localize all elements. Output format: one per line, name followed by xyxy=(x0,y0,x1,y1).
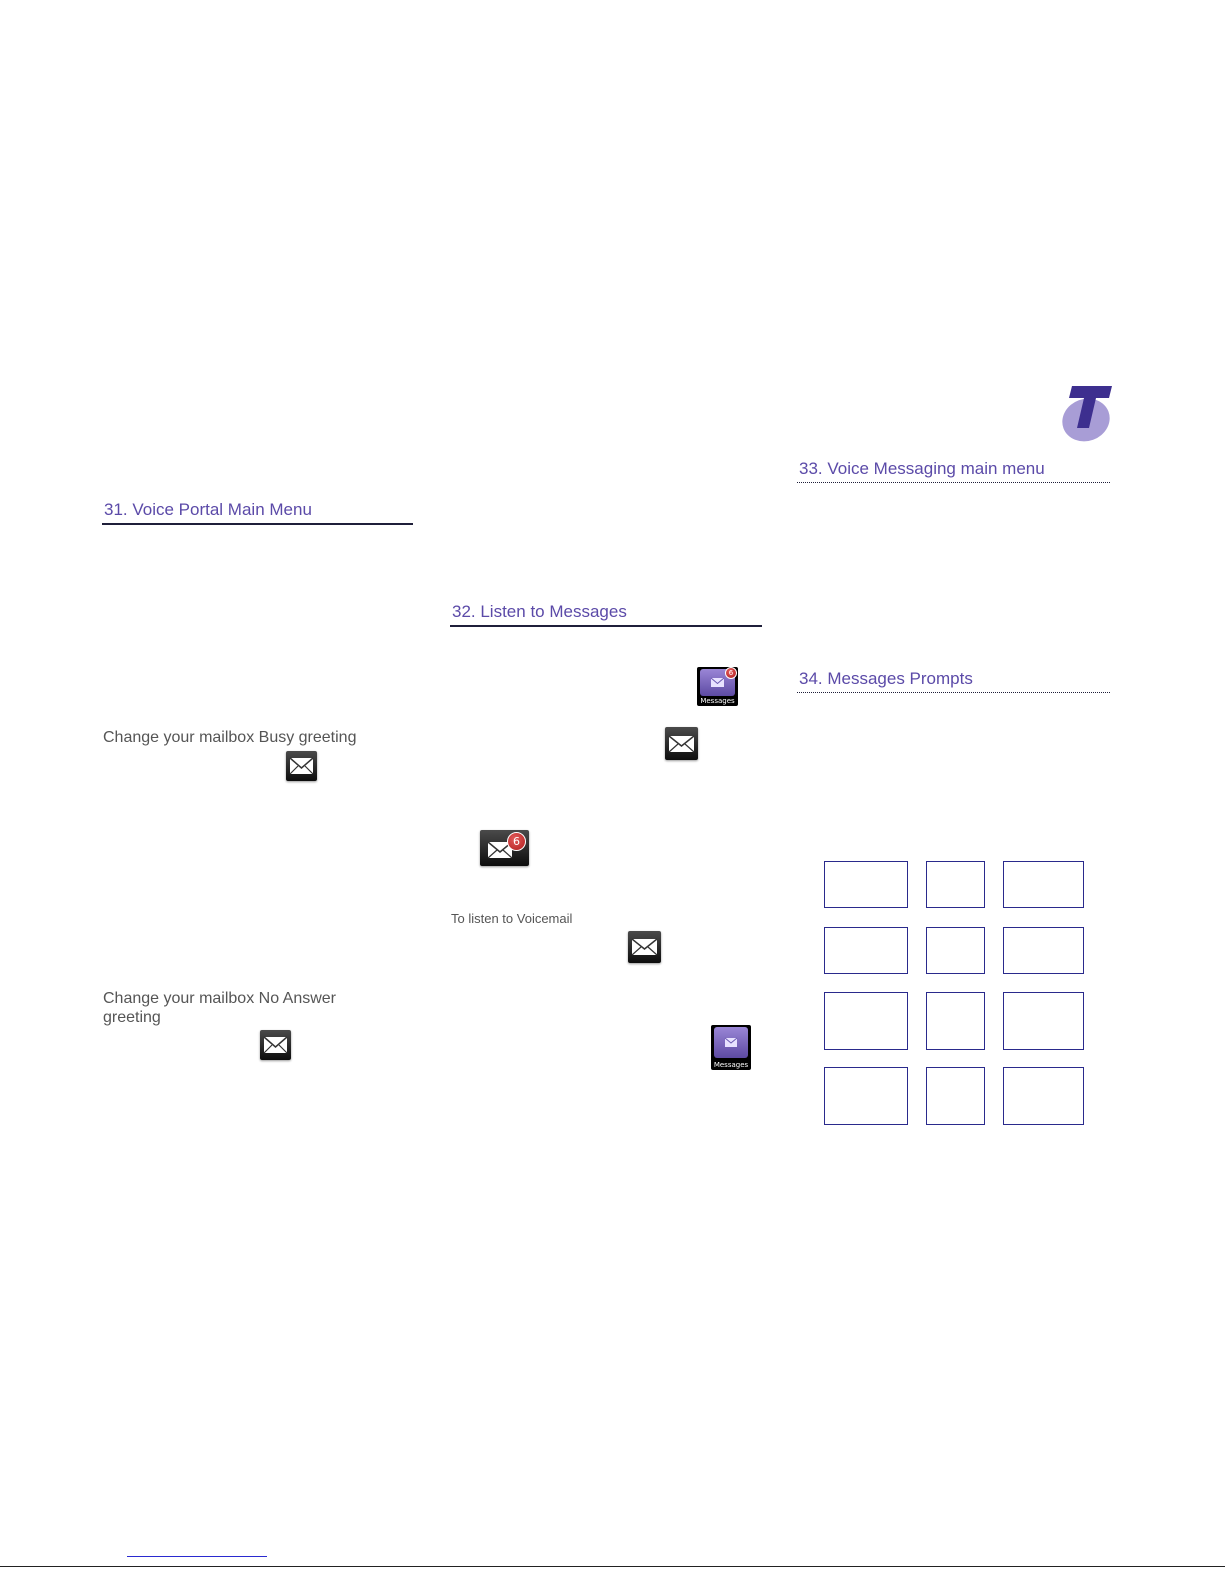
listen-voicemail-text: To listen to Voicemail xyxy=(451,911,573,926)
prompt-grid-cell xyxy=(1003,1067,1084,1125)
busy-greeting-text: Change your mailbox Busy greeting xyxy=(103,729,357,746)
envelope-icon xyxy=(480,830,529,866)
envelope-icon xyxy=(260,1030,291,1060)
footer-link-underline[interactable] xyxy=(127,1556,267,1557)
prompt-grid-cell xyxy=(824,1067,908,1125)
notification-badge: 6 xyxy=(507,832,526,851)
envelope-icon xyxy=(628,931,661,963)
no-answer-greeting-text-1: Change your mailbox No Answer xyxy=(103,990,337,1007)
section-31-heading: 31. Voice Portal Main Menu xyxy=(102,500,413,525)
envelope-icon xyxy=(665,727,698,760)
prompt-grid-cell xyxy=(1003,861,1084,908)
prompt-grid-cell xyxy=(824,927,908,974)
section-33-heading: 33. Voice Messaging main menu xyxy=(797,459,1110,483)
prompt-grid-cell xyxy=(926,927,985,974)
section-34-heading: 34. Messages Prompts xyxy=(797,669,1110,693)
prompt-grid-cell xyxy=(926,861,985,908)
prompt-grid-cell xyxy=(824,861,908,908)
section-32-heading: 32. Listen to Messages xyxy=(450,602,762,627)
envelope-icon xyxy=(286,751,317,781)
no-answer-greeting-text-2: greeting xyxy=(103,1009,161,1026)
messages-app-label: Messages xyxy=(700,697,735,705)
prompt-grid-cell xyxy=(824,992,908,1050)
telstra-logo xyxy=(1058,382,1114,444)
notification-badge: 6 xyxy=(725,667,737,679)
prompt-grid-cell xyxy=(1003,927,1084,974)
messages-app-icon xyxy=(697,667,738,706)
prompt-grid-cell xyxy=(926,1067,985,1125)
prompt-grid-cell xyxy=(926,992,985,1050)
messages-app-label: Messages xyxy=(713,1061,749,1069)
messages-app-icon xyxy=(711,1025,751,1070)
prompt-grid-cell xyxy=(1003,992,1084,1050)
footer-divider xyxy=(0,1566,1225,1567)
